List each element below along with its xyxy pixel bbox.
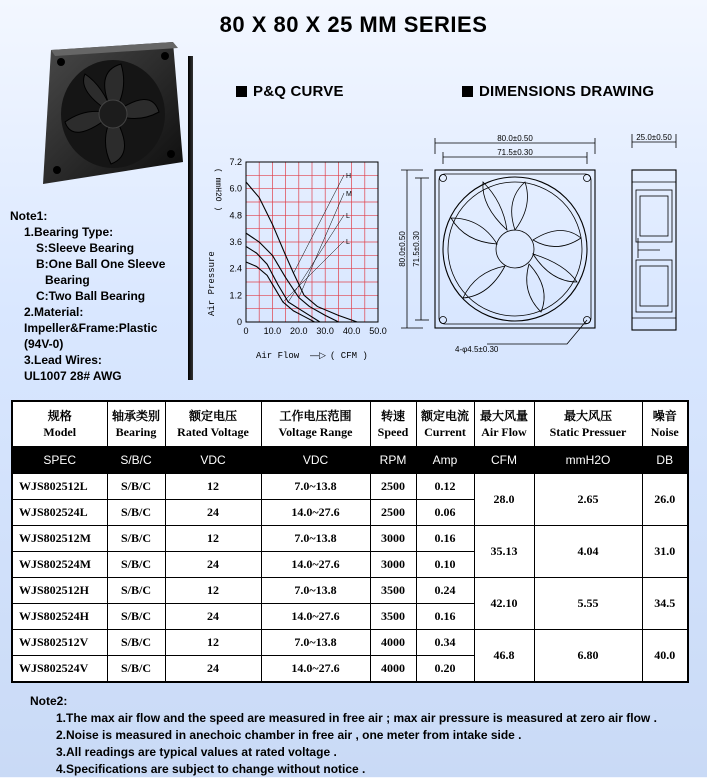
current-cell: 0.06 xyxy=(416,500,474,526)
y-tick-label: 4.8 xyxy=(229,210,242,221)
bearing-cell: S/B/C xyxy=(107,656,165,683)
range-cell: 14.0~27.6 xyxy=(261,604,370,630)
range-cell: 7.0~13.8 xyxy=(261,630,370,656)
note1-line: 2.Material: xyxy=(24,305,84,319)
header-cn: 工作电压范围 xyxy=(279,409,352,423)
airflow-cell: 35.13 xyxy=(474,526,534,578)
header-cn: 规格 xyxy=(47,409,72,423)
model-cell: WJS802524L xyxy=(12,500,107,526)
voltage-cell: 24 xyxy=(165,656,261,683)
header-en: Rated Voltage xyxy=(177,425,249,439)
note2-line: 2.Noise is measured in anechoic chamber in free air , one meter from intake side . xyxy=(56,728,522,742)
header-air-flow xyxy=(474,401,534,447)
y-axis-label: Air Pressure xyxy=(207,251,217,316)
mount-hole-dim: 4-φ4.5±0.30 xyxy=(455,345,499,354)
y-tick-label: 0 xyxy=(236,317,242,327)
speed-cell: 2500 xyxy=(370,500,416,526)
pq-curve-label: P&Q CURVE xyxy=(253,83,344,100)
header-cn: 最大风压 xyxy=(563,409,612,423)
range-cell: 14.0~27.6 xyxy=(261,552,370,578)
noise-cell: 40.0 xyxy=(642,630,688,683)
unit-cell: mmH2O xyxy=(534,447,642,474)
series-label: L xyxy=(346,239,350,246)
note2 xyxy=(30,693,700,778)
note2-line: 1.The max air flow and the speed are measured in free air ; max air pressure is measured at zero air flow . xyxy=(56,711,657,725)
pressure-cell: 5.55 xyxy=(534,578,642,630)
x-tick-label: 50.0 xyxy=(369,326,387,336)
bearing-cell: S/B/C xyxy=(107,630,165,656)
header-en: Voltage Range xyxy=(278,425,353,439)
x-axis-unit: ( CFM ) xyxy=(330,351,368,361)
series-label: L xyxy=(346,213,350,220)
voltage-cell: 12 xyxy=(165,474,261,500)
note1-heading: Note1: xyxy=(10,209,48,223)
model-cell: WJS802524H xyxy=(12,604,107,630)
series-label: H xyxy=(346,173,352,180)
current-cell: 0.24 xyxy=(416,578,474,604)
hole-width-dim: 71.5±0.30 xyxy=(497,148,533,157)
dimension-front-view xyxy=(395,130,600,360)
x-axis-label: Air Flow xyxy=(256,351,300,361)
speed-cell: 4000 xyxy=(370,630,416,656)
table-units-row xyxy=(12,447,688,474)
airflow-cell: 42.10 xyxy=(474,578,534,630)
header-cn: 额定电压 xyxy=(188,409,237,423)
header-en: Model xyxy=(43,425,77,439)
current-cell: 0.16 xyxy=(416,604,474,630)
fan-product-photo xyxy=(33,42,183,184)
y-tick-label: 2.4 xyxy=(229,263,242,274)
range-cell: 7.0~13.8 xyxy=(261,578,370,604)
bearing-cell: S/B/C xyxy=(107,526,165,552)
series-line xyxy=(246,262,315,322)
header-en: Bearing xyxy=(115,425,157,439)
model-cell: WJS802512M xyxy=(12,526,107,552)
bearing-cell: S/B/C xyxy=(107,500,165,526)
series-leader xyxy=(283,241,344,302)
unit-cell: VDC xyxy=(261,447,370,474)
header-current xyxy=(416,401,474,447)
note2-heading: Note2: xyxy=(30,694,68,708)
model-cell: WJS802512L xyxy=(12,474,107,500)
note1-line: S:Sleeve Bearing xyxy=(36,241,135,255)
speed-cell: 3000 xyxy=(370,552,416,578)
airflow-cell: 46.8 xyxy=(474,630,534,683)
table-header-row xyxy=(12,401,688,447)
note1 xyxy=(10,208,200,384)
header-cn: 轴承类别 xyxy=(111,409,160,423)
outer-height-dim: 80.0±0.50 xyxy=(398,231,407,267)
bearing-cell: S/B/C xyxy=(107,474,165,500)
bearing-cell: S/B/C xyxy=(107,578,165,604)
hole-height-dim: 71.5±0.30 xyxy=(412,231,421,267)
flow-arrow-icon: —▷ xyxy=(310,350,326,360)
header-en: Static Pressuer xyxy=(549,425,627,439)
pressure-cell: 4.04 xyxy=(534,526,642,578)
series-line xyxy=(246,246,320,322)
header-voltage-range xyxy=(261,401,370,447)
speed-cell: 3000 xyxy=(370,526,416,552)
unit-cell: SPEC xyxy=(12,447,107,474)
model-cell: WJS802512H xyxy=(12,578,107,604)
square-bullet-icon xyxy=(462,86,473,97)
header-cn: 额定电流 xyxy=(420,409,469,423)
note1-line: 3.Lead Wires: xyxy=(24,353,102,367)
y-tick-label: 7.2 xyxy=(229,157,242,167)
depth-dim: 25.0±0.50 xyxy=(636,133,672,142)
note1-line: 1.Bearing Type: xyxy=(24,225,114,239)
bearing-cell: S/B/C xyxy=(107,552,165,578)
unit-cell: DB xyxy=(642,447,688,474)
unit-cell: Amp xyxy=(416,447,474,474)
noise-cell: 26.0 xyxy=(642,474,688,526)
x-tick-label: 30.0 xyxy=(316,326,334,336)
current-cell: 0.16 xyxy=(416,526,474,552)
unit-cell: S/B/C xyxy=(107,447,165,474)
series-line xyxy=(246,182,357,322)
model-cell: WJS802512V xyxy=(12,630,107,656)
header-en: Noise xyxy=(650,425,679,439)
note1-line: Impeller&Frame:Plastic xyxy=(24,321,158,335)
y-tick-label: 1.2 xyxy=(229,290,242,301)
square-bullet-icon xyxy=(236,86,247,97)
speed-cell: 2500 xyxy=(370,474,416,500)
header-en: Speed xyxy=(377,425,409,439)
current-cell: 0.34 xyxy=(416,630,474,656)
bearing-cell: S/B/C xyxy=(107,604,165,630)
header-en: Air Flow xyxy=(481,425,527,439)
note1-line: (94V-0) xyxy=(24,337,64,351)
model-cell: WJS802524V xyxy=(12,656,107,683)
current-cell: 0.20 xyxy=(416,656,474,683)
voltage-cell: 24 xyxy=(165,500,261,526)
series-leader xyxy=(288,215,344,302)
airflow-cell: 28.0 xyxy=(474,474,534,526)
dimensions-heading xyxy=(462,83,654,100)
header-model xyxy=(12,401,107,447)
outer-width-dim: 80.0±0.50 xyxy=(497,134,533,143)
range-cell: 14.0~27.6 xyxy=(261,500,370,526)
range-cell: 7.0~13.8 xyxy=(261,526,370,552)
current-cell: 0.12 xyxy=(416,474,474,500)
header-cn: 转速 xyxy=(380,409,405,423)
x-tick-label: 0 xyxy=(243,326,249,336)
header-bearing xyxy=(107,401,165,447)
dimensions-label: DIMENSIONS DRAWING xyxy=(479,83,655,100)
y-tick-label: 6.0 xyxy=(229,183,242,194)
y-axis-unit: ( mmH2O ) xyxy=(213,168,222,212)
voltage-cell: 12 xyxy=(165,630,261,656)
note2-line: 4.Specifications are subject to change without notice . xyxy=(56,762,366,776)
series-label: M xyxy=(346,191,352,198)
table-row xyxy=(12,630,688,656)
header-cn: 最大风量 xyxy=(479,409,528,423)
table-row xyxy=(12,578,688,604)
x-tick-label: 40.0 xyxy=(342,326,361,336)
unit-cell: RPM xyxy=(370,447,416,474)
note1-line: Bearing xyxy=(45,273,90,287)
header-en: Current xyxy=(424,425,466,439)
note1-line: C:Two Ball Bearing xyxy=(36,289,146,303)
voltage-cell: 12 xyxy=(165,526,261,552)
spec-table xyxy=(11,400,689,683)
unit-cell: CFM xyxy=(474,447,534,474)
voltage-cell: 24 xyxy=(165,552,261,578)
pq-curve-chart xyxy=(200,148,400,363)
voltage-cell: 24 xyxy=(165,604,261,630)
y-tick-label: 3.6 xyxy=(229,237,242,247)
speed-cell: 3500 xyxy=(370,604,416,630)
header-rated-voltage xyxy=(165,401,261,447)
range-cell: 14.0~27.6 xyxy=(261,656,370,683)
series-leader xyxy=(294,175,344,273)
current-cell: 0.10 xyxy=(416,552,474,578)
pressure-cell: 2.65 xyxy=(534,474,642,526)
x-tick-label: 10.0 xyxy=(263,326,282,336)
header-speed xyxy=(370,401,416,447)
header-cn: 噪音 xyxy=(652,409,677,423)
note1-line: B:One Ball One Sleeve xyxy=(36,257,166,271)
voltage-cell: 12 xyxy=(165,578,261,604)
table-row xyxy=(12,474,688,500)
noise-cell: 34.5 xyxy=(642,578,688,630)
header-noise xyxy=(642,401,688,447)
note1-line: UL1007 28# AWG xyxy=(24,369,122,383)
range-cell: 7.0~13.8 xyxy=(261,474,370,500)
table-row xyxy=(12,526,688,552)
noise-cell: 31.0 xyxy=(642,526,688,578)
speed-cell: 4000 xyxy=(370,656,416,683)
x-tick-label: 20.0 xyxy=(290,326,308,336)
speed-cell: 3500 xyxy=(370,578,416,604)
unit-cell: VDC xyxy=(165,447,261,474)
note2-line: 3.All readings are typical values at rated voltage . xyxy=(56,745,337,759)
pressure-cell: 6.80 xyxy=(534,630,642,683)
dimension-side-view xyxy=(618,130,703,345)
model-cell: WJS802524M xyxy=(12,552,107,578)
page-title: 80 X 80 X 25 MM SERIES xyxy=(219,12,488,37)
pq-curve-heading xyxy=(236,83,344,100)
header-static-pressure xyxy=(534,401,642,447)
